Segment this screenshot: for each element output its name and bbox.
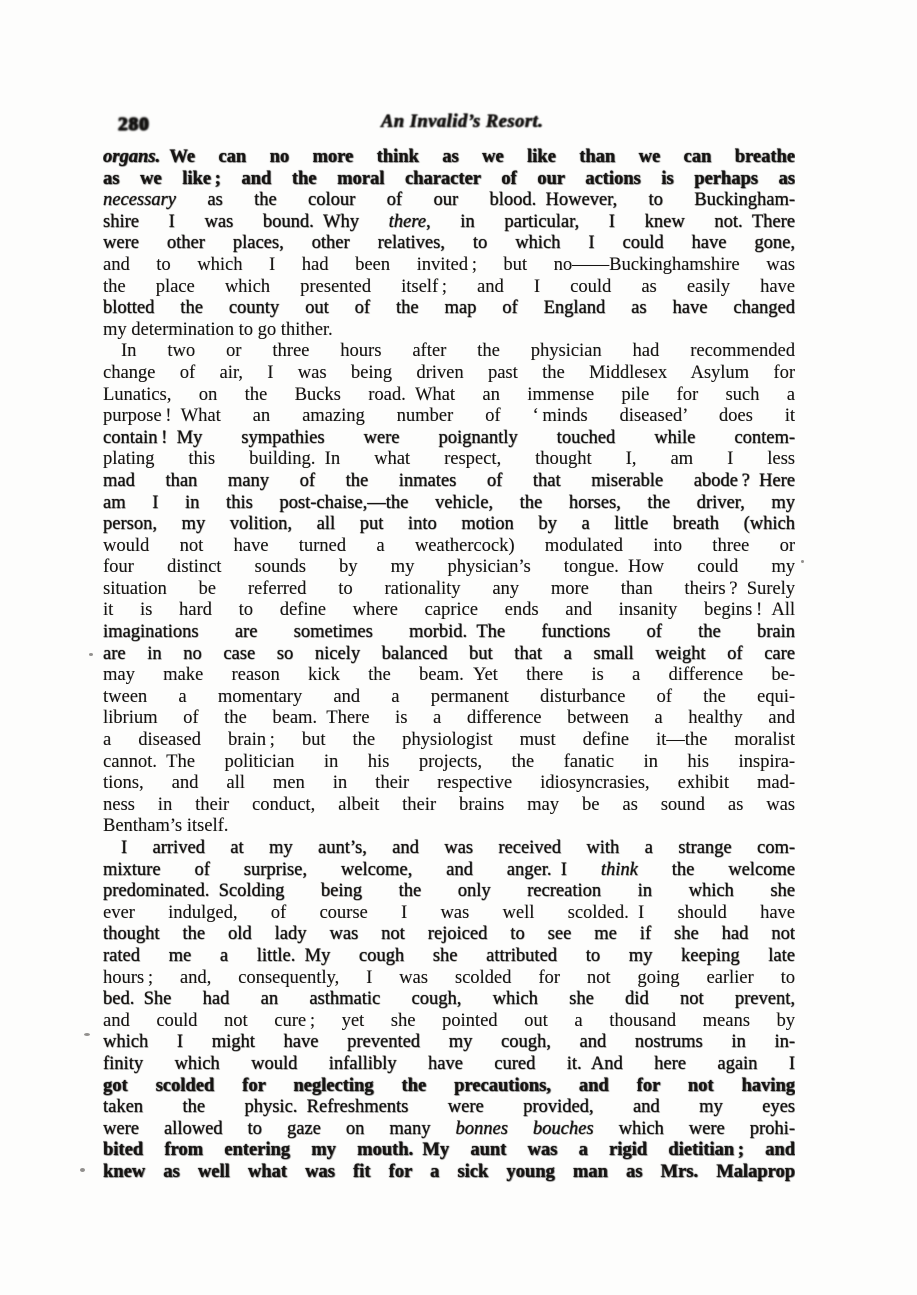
- paragraph-2: [103, 341, 795, 838]
- text-segment: shire I was bound. Why: [103, 211, 389, 232]
- paragraph-1: [103, 147, 795, 341]
- italic-term: there: [388, 211, 426, 232]
- text-segment: as the colour of our blood. However, to Buckingham-: [175, 190, 795, 211]
- text-line: hours ; and, consequently, I was scolded for not going earlier to: [103, 967, 795, 988]
- text-line: bed. She had an asthmatic cough, which she did not prevent,: [103, 989, 795, 1010]
- text-line: Lunatics, on the Bucks road. What an immense pile for such a: [103, 384, 795, 405]
- text-line: finity which would infallibly have cured it. And here again I: [103, 1053, 795, 1074]
- text-line: tions, and all men in their respective idiosyncrasies, exhibit mad-: [103, 773, 795, 794]
- text-line: [103, 212, 795, 234]
- text-line: it is hard to define where caprice ends and insanity begins ! All: [103, 600, 795, 621]
- text-line: taken the physic. Refreshments were provided, and my eyes: [103, 1097, 795, 1118]
- ink-speck: [84, 1033, 90, 1036]
- text-line: a diseased brain ; but the physiologist must define it—the moralist: [103, 730, 795, 751]
- text-line: [103, 1119, 795, 1141]
- text-line: [103, 147, 795, 169]
- text-line: may make reason kick the beam. Yet there is a difference be-: [103, 665, 795, 686]
- text-line: the place which presented itself ; and I could as easily have: [103, 276, 795, 297]
- text-line: imaginations are sometimes morbid. The functions of the brain: [103, 622, 795, 643]
- text-line: predominated. Scolding being the only recreation in which she: [103, 881, 795, 902]
- page-body: [103, 147, 795, 1184]
- text-line: tween a momentary and a permanent disturbance of the equi-: [103, 686, 795, 707]
- text-segment: , in particular, I knew not. There: [426, 211, 795, 232]
- text-line: am I in this post-chaise,—the vehicle, the horses, the driver, my: [103, 492, 795, 513]
- text-line: [103, 860, 795, 882]
- text-line: my determination to go thither.: [103, 319, 333, 340]
- text-line: bited from entering my mouth. My aunt was a rigid dietitian ; and: [103, 1140, 795, 1161]
- text-segment: mixture of surprise, welcome, and anger. I: [103, 859, 601, 880]
- text-segment: were allowed to gaze on many: [103, 1118, 456, 1139]
- page-header: [103, 112, 795, 138]
- text-line: ness in their conduct, albeit their brains may be as sound as was: [103, 794, 795, 815]
- text-line: rated me a little. My cough she attributed to my keeping late: [103, 945, 795, 966]
- ink-speck: [801, 560, 804, 563]
- paragraph-3: [103, 838, 795, 1184]
- text-segment: the welcome: [637, 859, 795, 880]
- text-line: purpose ! What an amazing number of ‘ minds diseased’ does it: [103, 406, 795, 427]
- text-line: I arrived at my aunt’s, and was received with a strange com-: [121, 838, 795, 858]
- text-line: librium of the beam. There is a difference between a healthy and: [103, 708, 795, 729]
- italic-term: bonnes bouches: [455, 1118, 594, 1139]
- text-line: are in no case so nicely balanced but that a small weight of care: [103, 643, 795, 664]
- text-line: thought the old lady was not rejoiced to see me if she had not: [103, 924, 795, 945]
- text-segment: which were prohi-: [593, 1118, 795, 1139]
- text-line: [103, 190, 795, 212]
- text-line: change of air, I was being driven past the Middlesex Asylum for: [103, 362, 795, 383]
- text-line: ever indulged, of course I was well scolded. I should have: [103, 902, 795, 923]
- text-line: and to which I had been invited ; but no——Buckinghamshire was: [103, 254, 795, 275]
- running-title: An Invalid’s Resort.: [380, 112, 544, 132]
- text-line: four distinct sounds by my physician’s tongue. How could my: [103, 557, 795, 578]
- text-line: In two or three hours after the physician had recommended: [121, 341, 795, 362]
- text-line: Bentham’s itself.: [103, 816, 229, 837]
- text-line: as we like ; and the moral character of our actions is perhaps as: [103, 168, 795, 189]
- text-line: plating this building. In what respect, thought I, am I less: [103, 449, 795, 470]
- text-line: person, my volition, all put into motion by a little breath (which: [103, 514, 795, 535]
- text-line: knew as well what was fit for a sick young man as Mrs. Malaprop: [103, 1161, 795, 1182]
- text-segment: We can no more think as we like than we can breathe: [160, 147, 795, 167]
- text-line: got scolded for neglecting the precautions, and for not having: [103, 1075, 795, 1096]
- text-line: were other places, other relatives, to which I could have gone,: [103, 233, 795, 254]
- ink-speck: [80, 1168, 85, 1172]
- text-line: situation be referred to rationality any more than theirs ? Surely: [103, 578, 795, 599]
- text-line: mad than many of the inmates of that miserable abode ? Here: [103, 470, 795, 491]
- text-line: contain ! My sympathies were poignantly touched while contem-: [103, 427, 795, 448]
- text-line: cannot. The politician in his projects, the fanatic in his inspira-: [103, 751, 795, 772]
- text-line: would not have turned a weathercock) modulated into three or: [103, 535, 795, 556]
- text-line: blotted the county out of the map of England as have changed: [103, 298, 795, 319]
- italic-term: think: [600, 859, 638, 880]
- ink-speck: [89, 653, 93, 656]
- text-line: and could not cure ; yet she pointed out a thousand means by: [103, 1010, 795, 1031]
- page-number: 280: [118, 114, 150, 135]
- italic-term: organs.: [103, 147, 161, 167]
- text-line: which I might have prevented my cough, and nostrums in in-: [103, 1032, 795, 1053]
- italic-term: necessary: [103, 190, 176, 211]
